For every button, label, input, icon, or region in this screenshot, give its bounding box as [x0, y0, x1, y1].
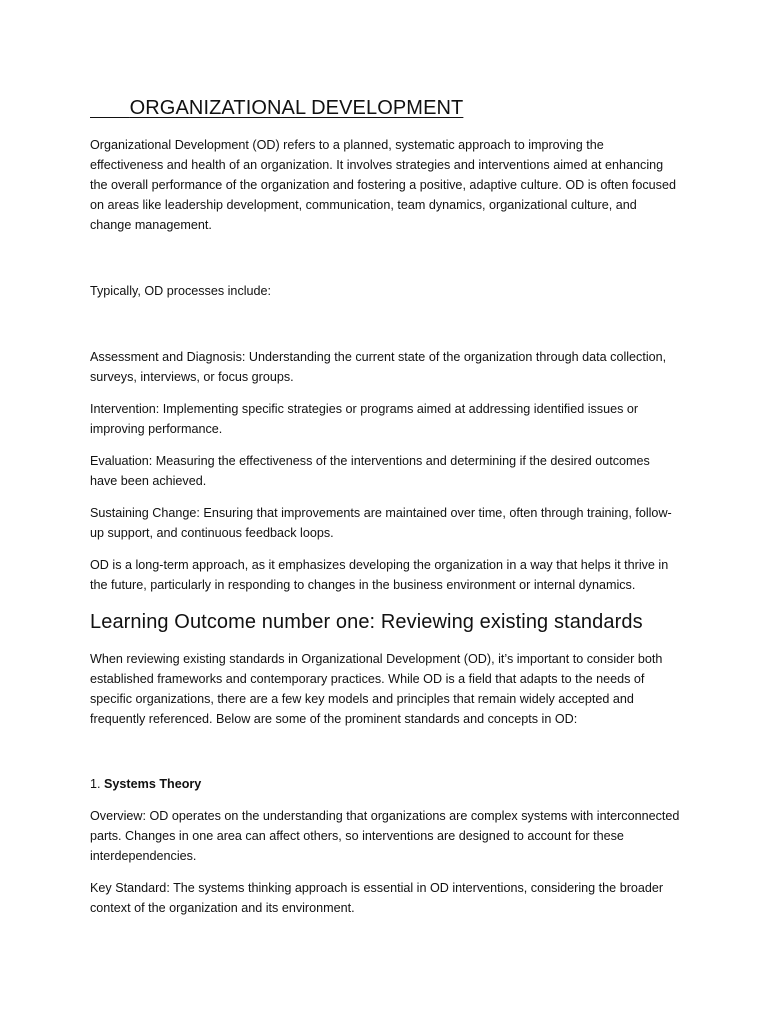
- document-body: [90, 94, 680, 918]
- subsection-number: 1.: [90, 777, 101, 791]
- intro-paragraph: Organizational Development (OD) refers to a planned, systematic approach to improving the effectiveness and health of an organization. It involves strategies and interventions aimed at enhancing the overall performance of the organization and fostering a positive, adaptive culture. OD is often focused on areas like leadership development, communication, team dynamics, organizational culture, and change management.: [90, 138, 676, 232]
- section-heading: Learning Outcome number one: Reviewing existing standards: [90, 611, 643, 633]
- document-title: [90, 94, 680, 122]
- processes-lead-paragraph: Typically, OD processes include:: [90, 284, 272, 298]
- overview-paragraph: Overview: OD operates on the understanding that organizations are complex systems with interconnected parts. Changes in one area can affect others, so interventions are designed to account for these interdependencies.: [90, 809, 680, 863]
- process-step-assessment: Assessment and Diagnosis: Understanding the current state of the organization through data collection, surveys, interviews, or focus groups.: [90, 350, 667, 384]
- summary-paragraph: OD is a long-term approach, as it emphasizes developing the organization in a way that helps it thrive in the future, particularly in responding to changes in the business environment or internal dynamics.: [90, 558, 669, 592]
- process-step-intervention: Intervention: Implementing specific strategies or programs aimed at addressing identified issues or improving performance.: [90, 402, 639, 436]
- subsection-title: Systems Theory: [104, 777, 202, 791]
- document-title-text: ORGANIZATIONAL DEVELOPMENT: [129, 97, 464, 119]
- key-standard-paragraph: Key Standard: The systems thinking approach is essential in OD interventions, considering the broader context of the organization and its environment.: [90, 881, 664, 915]
- subsection-heading: [90, 774, 680, 794]
- section-intro-paragraph: When reviewing existing standards in Organizational Development (OD), it’s important to consider both established frameworks and contemporary practices. While OD is a field that adapts to the needs of specific organizations, there are a few key models and principles that remain widely accepted and frequently referenced. Below are some of the prominent standards and concepts in OD:: [90, 652, 663, 726]
- process-step-evaluation: Evaluation: Measuring the effectiveness of the interventions and determining if the desired outcomes have been achieved.: [90, 454, 650, 488]
- process-step-sustaining-change: Sustaining Change: Ensuring that improvements are maintained over time, often through training, follow-up support, and continuous feedback loops.: [90, 506, 672, 540]
